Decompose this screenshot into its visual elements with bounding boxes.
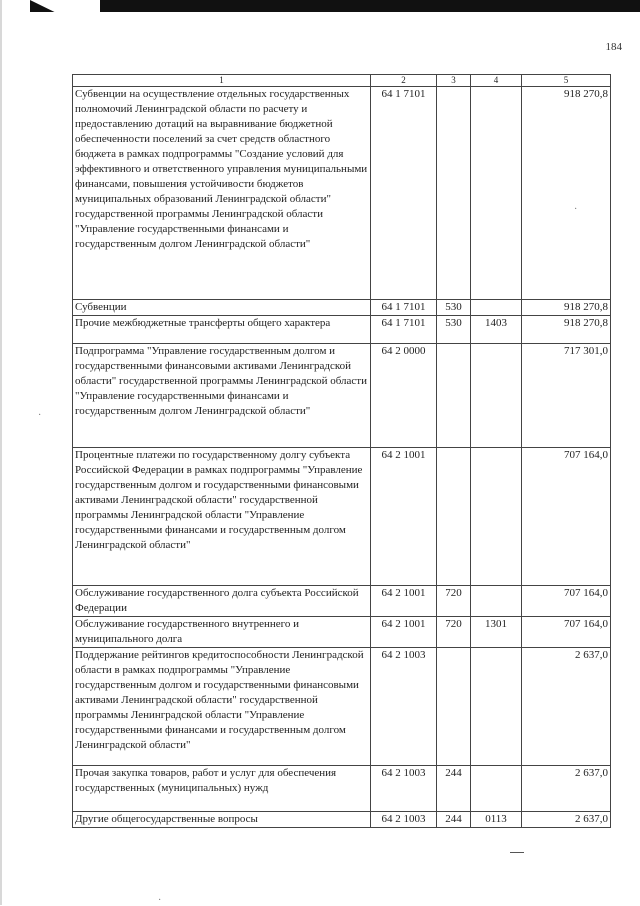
row-expense-type: 244	[437, 766, 471, 812]
scan-speck: ·	[38, 410, 42, 421]
row-target-code: 64 2 1001	[371, 448, 437, 586]
row-expense-type: 530	[437, 316, 471, 344]
row-description: Субвенции на осуществление отдельных государственных полномочий Ленинградской области по расчету и предоставлению дотаций на выравнивание бюджетной обеспеченности поселений за счет средств областного бюджета в рамках подпрограммы "Создание условий для эффективного и ответственного управления муниципальными финансами, повышения устойчивости бюджетов муниципальных образований Ленинградской области" государственной программы Ленинградской области "Управление государственными финансами и государственным долгом Ленинградской области"	[73, 87, 371, 300]
row-section-code	[471, 300, 522, 316]
row-target-code: 64 2 1003	[371, 648, 437, 766]
row-target-code: 64 2 1003	[371, 766, 437, 812]
row-section-code	[471, 648, 522, 766]
page-number: 184	[605, 41, 622, 53]
table-header-row	[73, 75, 611, 87]
row-amount: 2 637,0	[522, 648, 611, 766]
header-col-5: 5	[522, 75, 611, 87]
scan-top-bar	[30, 0, 640, 12]
scan-speck: ·	[574, 204, 578, 215]
row-expense-type	[437, 344, 471, 448]
row-expense-type: 720	[437, 586, 471, 617]
row-description: Подпрограмма "Управление государственным долгом и государственными финансовыми активами Ленинградской области" государственной программы Ленинградской области "Управление государственными финансами и государственным долгом Ленинградской области"	[73, 344, 371, 448]
row-section-code: 1403	[471, 316, 522, 344]
row-expense-type	[437, 87, 471, 300]
table-row	[73, 344, 611, 448]
row-target-code: 64 2 0000	[371, 344, 437, 448]
row-amount: 918 270,8	[522, 300, 611, 316]
row-target-code: 64 2 1003	[371, 812, 437, 828]
table-row	[73, 316, 611, 344]
row-expense-type: 720	[437, 617, 471, 648]
row-expense-type	[437, 448, 471, 586]
row-target-code: 64 1 7101	[371, 300, 437, 316]
header-col-4: 4	[471, 75, 522, 87]
row-amount: 918 270,8	[522, 87, 611, 300]
row-target-code: 64 2 1001	[371, 586, 437, 617]
row-amount: 707 164,0	[522, 617, 611, 648]
row-section-code	[471, 344, 522, 448]
table-row	[73, 448, 611, 586]
row-description: Прочие межбюджетные трансферты общего характера	[73, 316, 371, 344]
row-amount: 918 270,8	[522, 316, 611, 344]
table-row	[73, 812, 611, 828]
row-description: Обслуживание государственного внутреннего и муниципального долга	[73, 617, 371, 648]
row-section-code: 0113	[471, 812, 522, 828]
row-expense-type: 244	[437, 812, 471, 828]
row-description: Прочая закупка товаров, работ и услуг для обеспечения государственных (муниципальных) нужд	[73, 766, 371, 812]
row-amount: 707 164,0	[522, 448, 611, 586]
header-col-1: 1	[73, 75, 371, 87]
header-col-3: 3	[437, 75, 471, 87]
row-description: Другие общегосударственные вопросы	[73, 812, 371, 828]
scan-left-edge	[0, 0, 2, 905]
table-row	[73, 648, 611, 766]
row-description: Поддержание рейтингов кредитоспособности Ленинградской области в рамках подпрограммы "Управление государственным долгом и государственными финансовыми активами Ленинградской области" государственной программы Ленинградской области "Управление государственными финансами и государственным долгом Ленинградской области"	[73, 648, 371, 766]
row-section-code	[471, 87, 522, 300]
row-section-code	[471, 448, 522, 586]
row-section-code	[471, 586, 522, 617]
row-target-code: 64 1 7101	[371, 316, 437, 344]
scan-speck: ·	[158, 895, 162, 906]
table-row	[73, 87, 611, 300]
row-description: Субвенции	[73, 300, 371, 316]
row-target-code: 64 1 7101	[371, 87, 437, 300]
table-row	[73, 766, 611, 812]
row-expense-type: 530	[437, 300, 471, 316]
row-description: Процентные платежи по государственному долгу субъекта Российской Федерации в рамках подпрограммы "Управление государственным долгом и государственными финансовыми активами Ленинградской области" государственной программы Ленинградской области "Управление государственными финансами и государственным долгом Ленинградской области"	[73, 448, 371, 586]
table-row	[73, 617, 611, 648]
scan-dash-mark	[510, 852, 524, 853]
table-row	[73, 300, 611, 316]
budget-table	[72, 74, 611, 828]
header-col-2: 2	[371, 75, 437, 87]
row-target-code: 64 2 1001	[371, 617, 437, 648]
row-section-code: 1301	[471, 617, 522, 648]
row-section-code	[471, 766, 522, 812]
table-row	[73, 586, 611, 617]
row-amount: 2 637,0	[522, 812, 611, 828]
row-description: Обслуживание государственного долга субъекта Российской Федерации	[73, 586, 371, 617]
row-expense-type	[437, 648, 471, 766]
row-amount: 2 637,0	[522, 766, 611, 812]
row-amount: 717 301,0	[522, 344, 611, 448]
row-amount: 707 164,0	[522, 586, 611, 617]
